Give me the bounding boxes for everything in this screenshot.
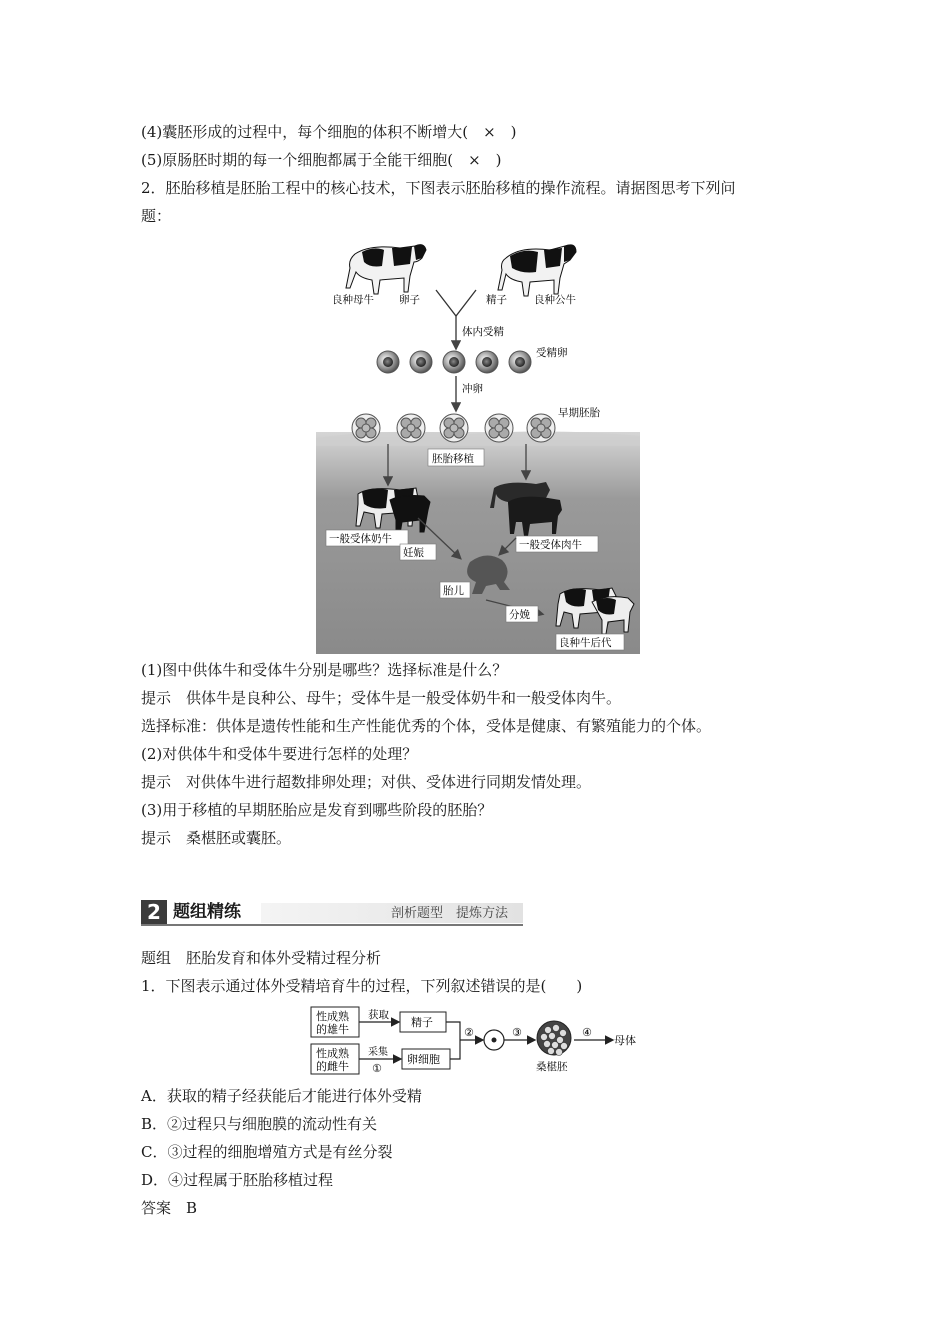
qa-q3: (3)用于移植的早期胚胎应是发育到哪些阶段的胚胎？ [141,801,493,819]
label-in-vivo-fertilization: 体内受精 [462,326,504,338]
option-c: C．③过程的细胞增殖方式是有丝分裂 [141,1143,393,1161]
label-obtain: 获取 [368,1009,389,1021]
qa-a2: 提示 对供体牛进行超数排卵处理；对供、受体进行同期发情处理。 [141,773,592,791]
label-morula: 桑椹胚 [536,1061,568,1073]
embryo-transfer-figure [310,232,646,656]
option-b: B．②过程只与细胞膜的流动性有关 [141,1115,378,1133]
label-embryo-transfer: 胚胎移植 [432,453,474,465]
section-header [141,897,523,927]
qa-a1-criteria: 选择标准：供体是遗传性能和生产性能优秀的个体，受体是健康、有繁殖能力的个体。 [141,717,712,735]
qa-q1: (1)图中供体牛和受体牛分别是哪些？选择标准是什么？ [141,661,508,679]
label-good-female: 良种母牛 [332,294,374,306]
label-collect: 采集 [368,1047,388,1058]
question-1: 1．下图表示通过体外受精培育牛的过程，下列叙述错误的是( ) [141,977,583,995]
label-mother: 母体 [614,1034,636,1047]
option-a: A．获取的精子经获能后才能进行体外受精 [141,1087,422,1105]
male-box-line2: 的雄牛 [316,1023,349,1036]
good-male-cow [498,245,576,296]
question-2-stem-cont: 题： [141,207,172,225]
morula-icon [537,1021,571,1056]
qa-a3: 提示 桑椹胚或囊胚。 [141,829,292,847]
label-recipient-dairy: 一般受体奶牛 [329,533,392,545]
question-4: (4)囊胚形成的过程中，每个细胞的体积不断增大( × ) [141,123,517,141]
qa-q2: (2)对供体牛和受体牛要进行怎样的处理？ [141,745,418,763]
section-number: 2 [141,900,167,924]
qa-a1: 提示 供体牛是良种公、母牛；受体牛是一般受体奶牛和一般受体肉牛。 [141,689,622,707]
label-egg: 卵子 [399,294,420,306]
male-box-line1: 性成熟 [316,1010,349,1023]
ivf-flow-figure [308,1004,644,1076]
sperm-box-label: 精子 [411,1016,433,1029]
question-5: (5)原肠胚时期的每一个细胞都属于全能干细胞( × ) [141,151,502,169]
section-subtitle: 剖析题型 提炼方法 [391,906,509,921]
question-2-stem: 2．胚胎移植是胚胎工程中的核心技术，下图表示胚胎移植的操作流程。请据图思考下列问 [141,179,736,197]
label-recipient-beef: 一般受体肉牛 [519,539,582,551]
label-early-embryo: 早期胚胎 [558,407,600,419]
label-fetus: 胎儿 [443,585,464,597]
label-fertilized-egg: 受精卵 [536,347,568,359]
label-good-male: 良种公牛 [534,294,576,306]
label-pregnancy: 妊娠 [403,547,424,559]
label-delivery: 分娩 [509,609,530,621]
option-d: D．④过程属于胚胎移植过程 [141,1171,334,1189]
oocyte-box-label: 卵细胞 [407,1053,440,1066]
label-step3: ③ [512,1026,522,1039]
fertilized-eggs [377,351,531,373]
label-flush: 冲卵 [462,383,483,395]
label-step4: ④ [582,1026,592,1039]
female-box-line1: 性成熟 [316,1047,349,1060]
label-offspring: 良种牛后代 [559,637,612,649]
label-step1: ① [372,1062,382,1075]
group-title: 题组 胚胎发育和体外受精过程分析 [141,949,382,967]
good-female-cow [346,245,426,294]
section-title: 题组精练 [173,902,241,922]
female-box-line2: 的雌牛 [316,1060,349,1073]
answer: 答案 B [141,1199,198,1217]
label-sperm: 精子 [486,294,507,306]
label-step2: ② [464,1026,474,1039]
